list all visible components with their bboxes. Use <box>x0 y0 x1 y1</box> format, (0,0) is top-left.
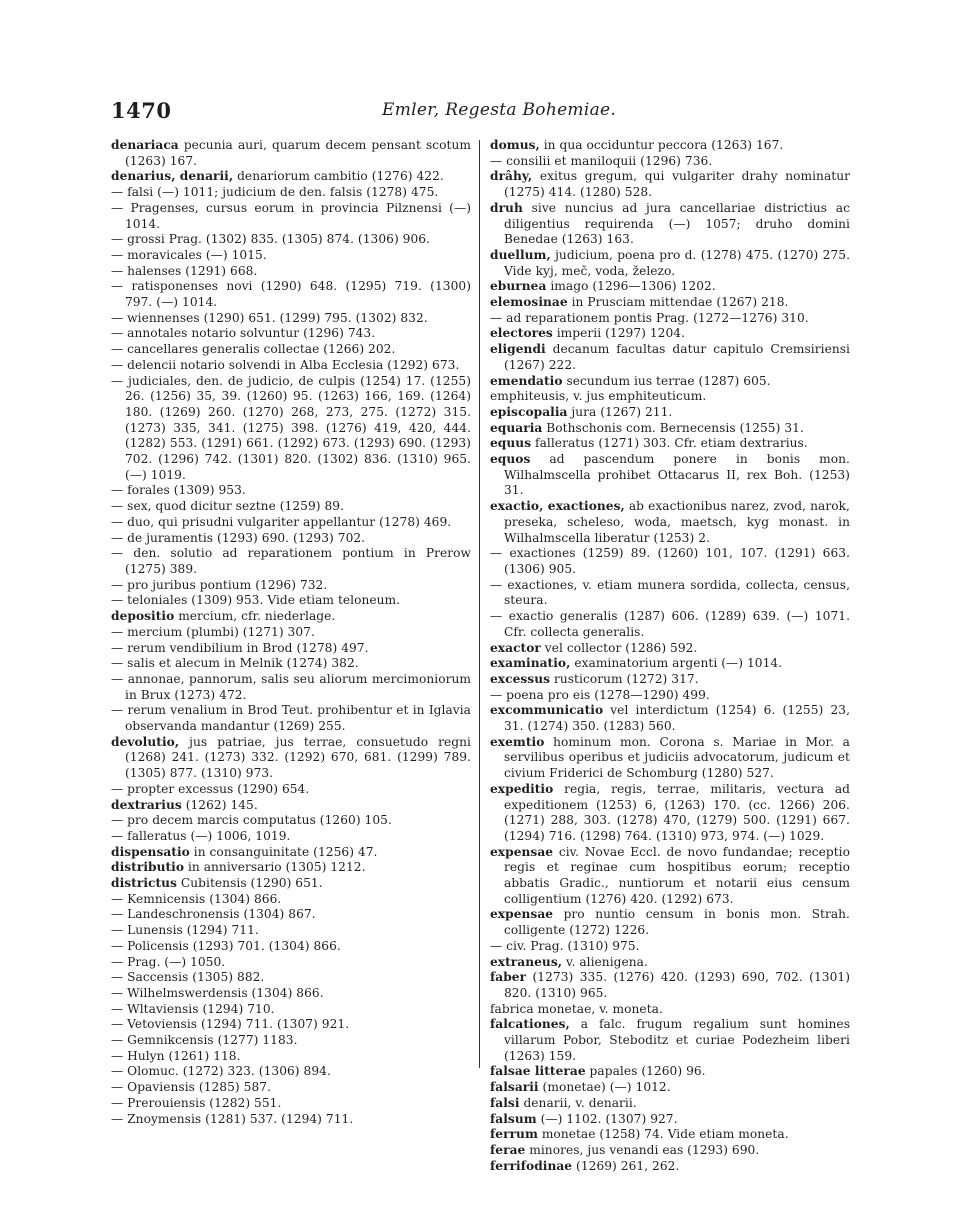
entry-text: — moravicales (—) 1015. <box>111 247 267 262</box>
column-divider <box>479 140 480 1068</box>
index-entry <box>490 342 850 373</box>
index-entry <box>111 656 471 672</box>
entry-text: — de juramentis (1293) 690. (1293) 702. <box>111 530 366 545</box>
index-entry <box>490 1017 850 1064</box>
entry-text: imperii (1297) 1204. <box>552 326 685 341</box>
index-entry <box>111 531 471 547</box>
index-entry <box>490 939 850 955</box>
entry-headword: extraneus, <box>490 954 563 969</box>
index-entry <box>490 405 850 421</box>
entry-text: — duo, qui prisudni vulgariter appellantur (1278) 469. <box>111 514 452 529</box>
index-entry <box>111 845 471 861</box>
index-entry <box>490 703 850 734</box>
entry-headword: dispensatio <box>111 844 190 859</box>
entry-text: — consilii et maniloquii (1296) 736. <box>490 153 713 168</box>
index-entry <box>111 578 471 594</box>
entry-text: — Wltaviensis (1294) 710. <box>111 1001 275 1016</box>
entry-headword: equus <box>490 436 532 451</box>
entry-text: emphiteusis, v. jus emphiteuticum. <box>490 389 707 404</box>
index-entry <box>490 688 850 704</box>
index-entry <box>490 1064 850 1080</box>
entry-text: denarii, v. denarii. <box>519 1095 637 1110</box>
entry-text: in Prusciam mittendae (1267) 218. <box>567 295 789 310</box>
entry-headword: falsi <box>490 1095 520 1110</box>
entry-headword: exactor <box>490 640 541 655</box>
entry-headword: excessus <box>490 671 551 686</box>
entry-text: — Znoymensis (1281) 537. (1294) 711. <box>111 1111 354 1126</box>
entry-headword: expeditio <box>490 781 554 796</box>
entry-headword: distributio <box>111 860 185 875</box>
entry-text: — ad reparationem pontis Prag. (1272—1276) 310. <box>490 310 809 325</box>
index-entry <box>490 672 850 688</box>
index-entry <box>111 955 471 971</box>
index-entry <box>490 421 850 437</box>
index-entry <box>111 625 471 641</box>
entry-text: sive nuncius ad jura cancellariae districtius ac diligentius requirenda (—) 1057; druho domini Benedae (1263) 163. <box>504 200 850 247</box>
index-entry <box>490 169 850 200</box>
index-entry <box>111 1002 471 1018</box>
index-entry <box>490 1112 850 1128</box>
entry-text: v. alienigena. <box>562 954 648 969</box>
entry-text: — falleratus (—) 1006, 1019. <box>111 828 291 843</box>
entry-headword: faber <box>490 970 527 985</box>
entry-text: (—) 1102. (1307) 927. <box>536 1111 678 1126</box>
entry-text: — annonae, pannorum, salis seu aliorum mercimoniorum in Brux (1273) 472. <box>111 671 471 702</box>
index-entry <box>111 939 471 955</box>
index-entry <box>111 264 471 280</box>
index-entry <box>111 1112 471 1128</box>
index-entry <box>111 138 471 169</box>
index-entry <box>490 641 850 657</box>
index-entry <box>490 201 850 248</box>
entry-text: jura (1267) 211. <box>567 404 673 419</box>
entry-text: — pro decem marcis computatus (1260) 105. <box>111 813 392 828</box>
entry-text: — salis et alecum in Melnik (1274) 382. <box>111 656 359 671</box>
entry-headword: falsum <box>490 1111 537 1126</box>
entry-text: decanum facultas datur capitulo Cremsiriensi (1267) 222. <box>504 342 850 372</box>
index-entry <box>111 798 471 814</box>
entry-text: (1273) 335. (1276) 420. (1293) 690, 702. (1301) 820. (1310) 965. <box>504 970 850 1000</box>
entry-headword: ferrifodinae <box>490 1158 573 1173</box>
entry-text: — wiennenses (1290) 651. (1299) 795. (1302) 832. <box>111 310 428 325</box>
index-entry <box>111 672 471 703</box>
entry-text: — exactio generalis (1287) 606. (1289) 639. (—) 1071. Cfr. collecta generalis. <box>490 609 850 639</box>
index-entry <box>490 735 850 782</box>
index-entry <box>490 1002 850 1018</box>
entry-headword: falsae litterae <box>490 1064 586 1079</box>
entry-headword: domus, <box>490 138 540 152</box>
entry-headword: denariaca <box>111 138 179 152</box>
entry-text: — pro juribus pontium (1296) 732. <box>111 577 328 592</box>
entry-text: — Policensis (1293) 701. (1304) 866. <box>111 938 341 953</box>
index-entry <box>111 358 471 374</box>
index-entry <box>111 169 471 185</box>
entry-text: — sex, quod dicitur seztne (1259) 89. <box>111 499 345 514</box>
entry-text: — delencii notario solvendi in Alba Ecclesia (1292) 673. <box>111 357 460 372</box>
entry-headword: episcopalia <box>490 404 568 419</box>
right-column <box>490 138 850 1174</box>
entry-headword: exemtio <box>490 734 545 749</box>
index-entry <box>490 546 850 577</box>
entry-headword: examinatio, <box>490 656 571 671</box>
entry-text: pecunia auri, quarum decem pensant scotum (1263) 167. <box>125 138 471 168</box>
entry-headword: excommunicatio <box>490 703 604 718</box>
entry-headword: equaria <box>490 420 543 435</box>
index-entry <box>490 138 850 154</box>
index-entry <box>490 389 850 405</box>
entry-headword: eligendi <box>490 342 546 357</box>
index-entry <box>111 782 471 798</box>
index-entry <box>111 1017 471 1033</box>
index-entry <box>111 342 471 358</box>
entry-text: — Pragenses, cursus eorum in provincia Pilznensi (—) 1014. <box>111 200 471 231</box>
index-entry <box>490 578 850 609</box>
entry-text: — Vetoviensis (1294) 711. (1307) 921. <box>111 1017 350 1032</box>
index-entry <box>111 326 471 342</box>
page-number: 1470 <box>111 98 172 123</box>
entry-text: pro nuntio censum in bonis mon. Strah. colligente (1272) 1226. <box>504 907 850 938</box>
entry-text: judicium, poena pro d. (1278) 475. (1270) 275. Vide kyj, meč, voda, železo. <box>504 247 850 278</box>
entry-text: — falsi (—) 1011; judicium de den. falsis (1278) 475. <box>111 185 439 200</box>
running-title: Emler, Regesta Bohemiae. <box>382 100 617 120</box>
index-entry <box>490 326 850 342</box>
index-entry <box>111 499 471 515</box>
index-entry <box>490 609 850 640</box>
entry-text: — halenses (1291) 668. <box>111 263 258 278</box>
left-column <box>111 138 471 1127</box>
index-entry <box>490 1143 850 1159</box>
entry-headword: depositio <box>111 609 175 624</box>
entry-text: falleratus (1271) 303. Cfr. etiam dextrarius. <box>531 436 808 451</box>
index-entry <box>111 703 471 734</box>
index-entry <box>111 641 471 657</box>
index-entry <box>111 1080 471 1096</box>
index-entry <box>490 279 850 295</box>
index-entry <box>111 483 471 499</box>
entry-text: secundum ius terrae (1287) 605. <box>562 373 771 388</box>
entry-text: fabrica monetae, v. moneta. <box>490 1001 663 1016</box>
index-entry <box>490 374 850 390</box>
entry-text: jus patriae, jus terrae, consuetudo regni (1268) 241. (1273) 332. (1292) 670, 681. (1299) 789. (1305) 877. (1310) 973. <box>125 734 471 781</box>
entry-text: — ratisponenses novi (1290) 648. (1295) 719. (1300) 797. (—) 1014. <box>111 279 471 310</box>
entry-text: papales (1260) 96. <box>585 1064 706 1079</box>
entry-text: mercium, cfr. niederlage. <box>174 609 336 624</box>
entry-text: — rerum vendibilium in Brod (1278) 497. <box>111 640 369 655</box>
entry-text: — Hulyn (1261) 118. <box>111 1048 241 1063</box>
entry-headword: expensae <box>490 907 554 922</box>
index-entry <box>490 907 850 938</box>
entry-headword: expensae <box>490 844 554 859</box>
entry-text: — grossi Prag. (1302) 835. (1305) 874. (1306) 906. <box>111 232 431 247</box>
entry-headword: eburnea <box>490 279 547 294</box>
entry-text: — Prerouiensis (1282) 551. <box>111 1095 282 1110</box>
entry-headword: drâhy, <box>490 169 533 184</box>
index-entry <box>111 986 471 1002</box>
entry-headword: exactio, exactiones, <box>490 499 625 514</box>
entry-text: — civ. Prag. (1310) 975. <box>490 938 640 953</box>
entry-text: (1269) 261, 262. <box>572 1158 680 1173</box>
entry-headword: ferae <box>490 1143 526 1157</box>
entry-text: — Opaviensis (1285) 587. <box>111 1080 271 1095</box>
index-entry <box>111 1096 471 1112</box>
entry-text: — annotales notario solvuntur (1296) 743. <box>111 326 376 341</box>
index-entry <box>111 248 471 264</box>
entry-text: (monetae) (—) 1012. <box>538 1080 671 1095</box>
entry-text: — exactiones, v. etiam munera sordida, collecta, census, steura. <box>490 577 850 608</box>
index-entry <box>111 593 471 609</box>
entry-text: minores, jus venandi eas (1293) 690. <box>525 1143 760 1157</box>
entry-text: imago (1296—1306) 1202. <box>546 279 716 294</box>
entry-text: — Landeschronensis (1304) 867. <box>111 907 316 922</box>
index-entry <box>111 813 471 829</box>
entry-text: — den. solutio ad reparationem pontium in Prerow (1275) 389. <box>111 546 471 576</box>
index-entry <box>490 1127 850 1143</box>
index-entry <box>490 452 850 499</box>
index-entry <box>111 546 471 577</box>
index-entry <box>111 829 471 845</box>
entry-text: vel collector (1286) 592. <box>540 640 698 655</box>
entry-text: rusticorum (1272) 317. <box>550 671 699 686</box>
entry-text: exitus gregum, qui vulgariter drahy nominatur (1275) 414. (1280) 528. <box>504 169 850 200</box>
entry-text: — teloniales (1309) 953. Vide etiam teloneum. <box>111 593 401 608</box>
entry-text: — propter excessus (1290) 654. <box>111 781 310 796</box>
entry-headword: emendatio <box>490 373 563 388</box>
index-entry <box>111 374 471 484</box>
entry-headword: electores <box>490 326 553 341</box>
index-entry <box>111 735 471 782</box>
entry-headword: druh <box>490 200 523 215</box>
index-entry <box>111 1033 471 1049</box>
index-entry <box>490 499 850 546</box>
entry-headword: denarius, denarii, <box>111 169 234 184</box>
entry-headword: falcationes, <box>490 1017 570 1032</box>
entry-headword: falsarii <box>490 1080 539 1095</box>
index-entry <box>111 279 471 310</box>
index-entry <box>111 185 471 201</box>
entry-text: ab exactionibus narez, zvod, narok, preseka, scheleso, woda, maetsch, kyg monast. in Wilhalmscella liberatur (1253) 2. <box>504 499 850 545</box>
entry-text: — Kemnicensis (1304) 866. <box>111 891 282 906</box>
entry-headword: districtus <box>111 876 177 891</box>
entry-text: — mercium (plumbi) (1271) 307. <box>111 624 315 639</box>
index-entry <box>111 1064 471 1080</box>
entry-text: examinatorium argenti (—) 1014. <box>570 656 783 671</box>
entry-text: monetae (1258) 74. Vide etiam moneta. <box>537 1127 789 1142</box>
entry-headword: equos <box>490 452 531 467</box>
entry-text: in consanguinitate (1256) 47. <box>189 844 378 859</box>
index-entry <box>490 1080 850 1096</box>
entry-text: (1262) 145. <box>181 797 258 812</box>
index-entry <box>111 876 471 892</box>
entry-headword: ferrum <box>490 1127 538 1142</box>
index-entry <box>111 923 471 939</box>
entry-text: — forales (1309) 953. <box>111 483 246 498</box>
entry-text: — Olomuc. (1272) 323. (1306) 894. <box>111 1064 331 1079</box>
index-entry <box>490 295 850 311</box>
index-entry <box>111 311 471 327</box>
entry-text: — Gemnikcensis (1277) 1183. <box>111 1033 298 1048</box>
entry-text: in anniversario (1305) 1212. <box>184 860 366 875</box>
index-entry <box>490 1159 850 1175</box>
index-entry <box>111 970 471 986</box>
index-entry <box>490 154 850 170</box>
entry-headword: elemosinae <box>490 295 568 310</box>
index-entry <box>111 1049 471 1065</box>
entry-text: a falc. frugum regalium sunt homines villarum Pobor, Steboditz et curiae Podezheim liberi (1263) 159. <box>504 1017 850 1063</box>
entry-text: — Lunensis (1294) 711. <box>111 923 259 938</box>
index-entry <box>490 1096 850 1112</box>
entry-text: ad pascendum ponere in bonis mon. Wilhalmscella prohibet Ottacarus II, rex Boh. (1253) 31. <box>504 452 850 498</box>
index-entry <box>490 845 850 908</box>
entry-headword: devolutio, <box>111 734 180 749</box>
index-entry <box>111 609 471 625</box>
entry-text: — rerum venalium in Brod Teut. prohibentur et in Iglavia observanda mandantur (1269) 255. <box>111 703 471 734</box>
index-entry <box>490 311 850 327</box>
entry-text: Bothschonis com. Bernecensis (1255) 31. <box>542 420 804 435</box>
entry-text: vel interdictum (1254) 6. (1255) 23, 31. (1274) 350. (1283) 560. <box>504 703 850 734</box>
entry-text: — Prag. (—) 1050. <box>111 954 226 969</box>
entry-text: civ. Novae Eccl. de novo fundandae; receptio regis et reginae cum hospitibus eorum; receptio abbatis Gradic., nuntiorum et notarii eius censum colligentium (1276) 420. (1292) 673. <box>504 844 850 906</box>
index-entry <box>490 436 850 452</box>
entry-text: Cubitensis (1290) 651. <box>176 876 323 891</box>
index-entry <box>490 656 850 672</box>
entry-text: — cancellares generalis collectae (1266) 202. <box>111 342 396 357</box>
entry-text: — Wilhelmswerdensis (1304) 866. <box>111 985 324 1000</box>
index-entry <box>111 201 471 232</box>
index-entry <box>490 782 850 845</box>
index-entry <box>490 970 850 1001</box>
index-entry <box>490 955 850 971</box>
entry-headword: duellum, <box>490 247 551 262</box>
index-entry <box>490 248 850 279</box>
index-entry <box>111 515 471 531</box>
entry-text: hominum mon. Corona s. Mariae in Mor. a servilibus operibus et judiciis advocatorum, judicum et civium Friderici de Schomburg (1280) 527. <box>504 734 850 781</box>
entry-headword: dextrarius <box>111 797 182 812</box>
entry-text: — judiciales, den. de judicio, de culpis (1254) 17. (1255) 26. (1256) 35, 39. (1260) 95. (1263) 166, 169. (1264) 180. (1269) 260. (1270) 268, 273, 275. (1272) 315. (1273) 335, 341. (1275) 398. (1276) 419, 420, 444. (1282) 553. (1291) 661. (1292) 673. (1293) 690. (1293) 702. (1296) 742. (1301) 820. (1302) 836. (1310) 965. (—) 1019. <box>111 373 471 482</box>
entry-text: in qua occiduntur peccora (1263) 167. <box>539 138 784 152</box>
entry-text: — poena pro eis (1278—1290) 499. <box>490 687 710 702</box>
entry-text: — exactiones (1259) 89. (1260) 101, 107. (1291) 663. (1306) 905. <box>490 546 850 576</box>
index-entry <box>111 860 471 876</box>
index-entry <box>111 232 471 248</box>
index-entry <box>111 907 471 923</box>
entry-text: regia, regis, terrae, militaris, vectura ad expeditionem (1253) 6, (1263) 170. (cc. 1266) 206. (1271) 288, 303. (1278) 470, (1279) 500. (1291) 667. (1294) 716. (1298) 764. (1310) 973, 974. (—) 1029. <box>504 781 850 843</box>
entry-text: — Saccensis (1305) 882. <box>111 970 265 985</box>
entry-text: denariorum cambitio (1276) 422. <box>233 169 444 184</box>
index-entry <box>111 892 471 908</box>
